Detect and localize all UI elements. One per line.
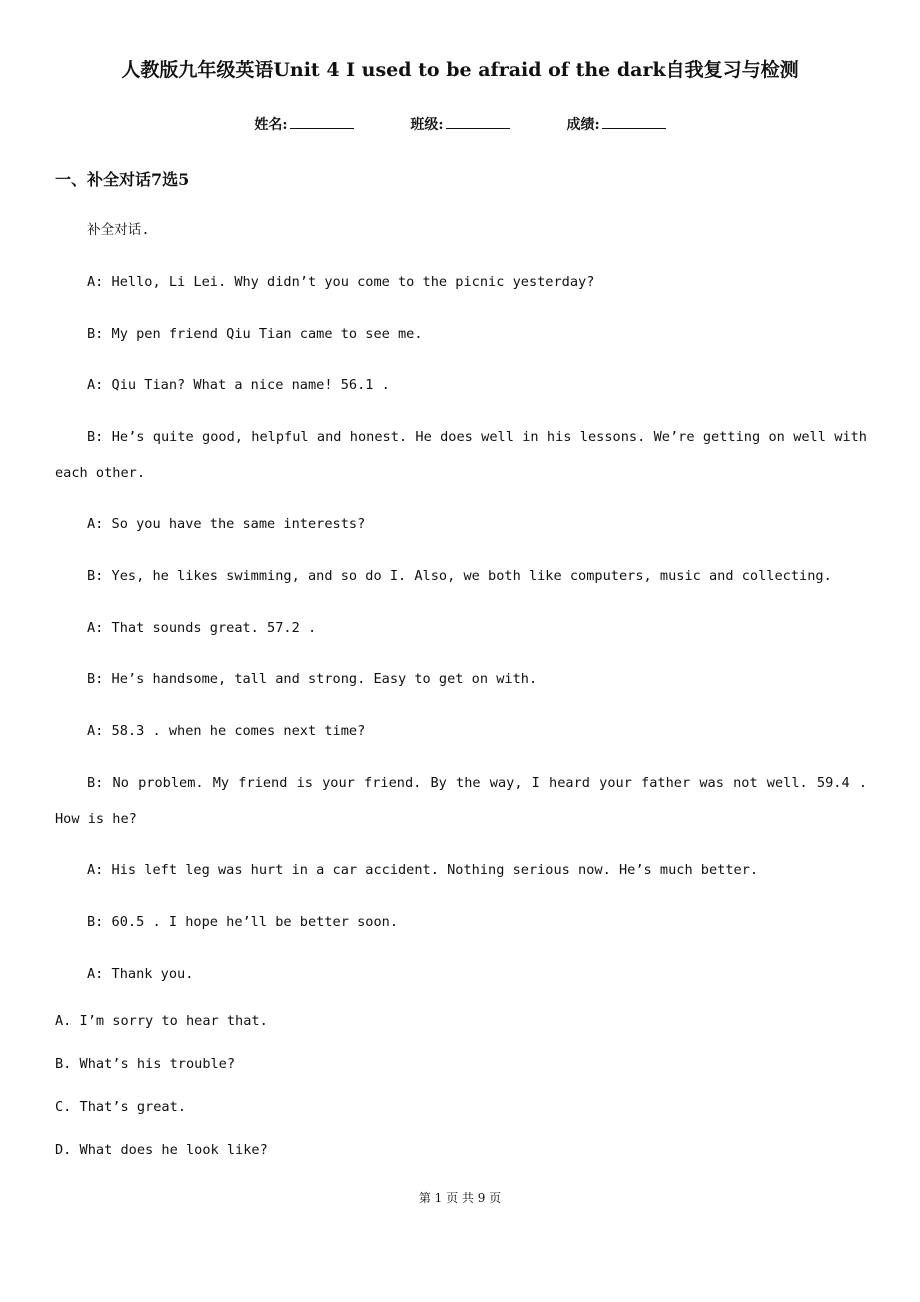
dialogue-line: A: His left leg was hurt in a car accident. Nothing serious now. He’s much better. xyxy=(87,862,759,878)
class-label: 班级: xyxy=(410,117,444,133)
name-blank[interactable] xyxy=(290,114,354,129)
option-d: D. What does he look like? xyxy=(55,1142,268,1158)
instruction-text: 补全对话. xyxy=(87,222,150,238)
dialogue-line: B: No problem. My friend is your friend. By the way, I heard your father was not well. 59.4 . How is he? xyxy=(55,775,867,827)
page-footer: 第 1 页 共 9 页 xyxy=(418,1191,502,1205)
dialogue-line: A: Qiu Tian? What a nice name! 56.1 . xyxy=(87,377,390,393)
dialogue-line: A: That sounds great. 57.2 . xyxy=(87,620,317,636)
dialogue-line: A: Thank you. xyxy=(87,966,194,982)
option-b: B. What’s his trouble? xyxy=(55,1056,236,1072)
option-c: C. That’s great. xyxy=(55,1099,186,1115)
score-field[interactable] xyxy=(566,114,665,136)
dialogue-line: B: He’s handsome, tall and strong. Easy to get on with. xyxy=(87,671,538,687)
name-field[interactable] xyxy=(254,114,353,136)
score-blank[interactable] xyxy=(602,114,666,129)
name-label: 姓名: xyxy=(254,117,288,133)
dialogue-line: B: My pen friend Qiu Tian came to see me. xyxy=(87,326,423,342)
class-field[interactable] xyxy=(410,114,509,136)
class-blank[interactable] xyxy=(446,114,510,129)
dialogue-line: B: 60.5 . I hope he’ll be better soon. xyxy=(87,914,398,930)
dialogue-line: A: Hello, Li Lei. Why didn’t you come to the picnic yesterday? xyxy=(87,274,595,290)
score-label: 成绩: xyxy=(566,117,600,133)
section-heading: 一、补全对话7选5 xyxy=(55,170,190,189)
dialogue-line: A: So you have the same interests? xyxy=(87,516,366,532)
dialogue-line: B: Yes, he likes swimming, and so do I. Also, we both like computers, music and collecting. xyxy=(87,568,832,584)
page-title: 人教版九年级英语Unit 4 I used to be afraid of the dark自我复习与检测 xyxy=(121,59,799,81)
dialogue-line: A: 58.3 . when he comes next time? xyxy=(87,723,366,739)
option-a: A. I’m sorry to hear that. xyxy=(55,1013,268,1029)
student-info-row xyxy=(0,114,920,136)
dialogue-line: B: He’s quite good, helpful and honest. He does well in his lessons. We’re getting on well with each other. xyxy=(55,429,867,481)
